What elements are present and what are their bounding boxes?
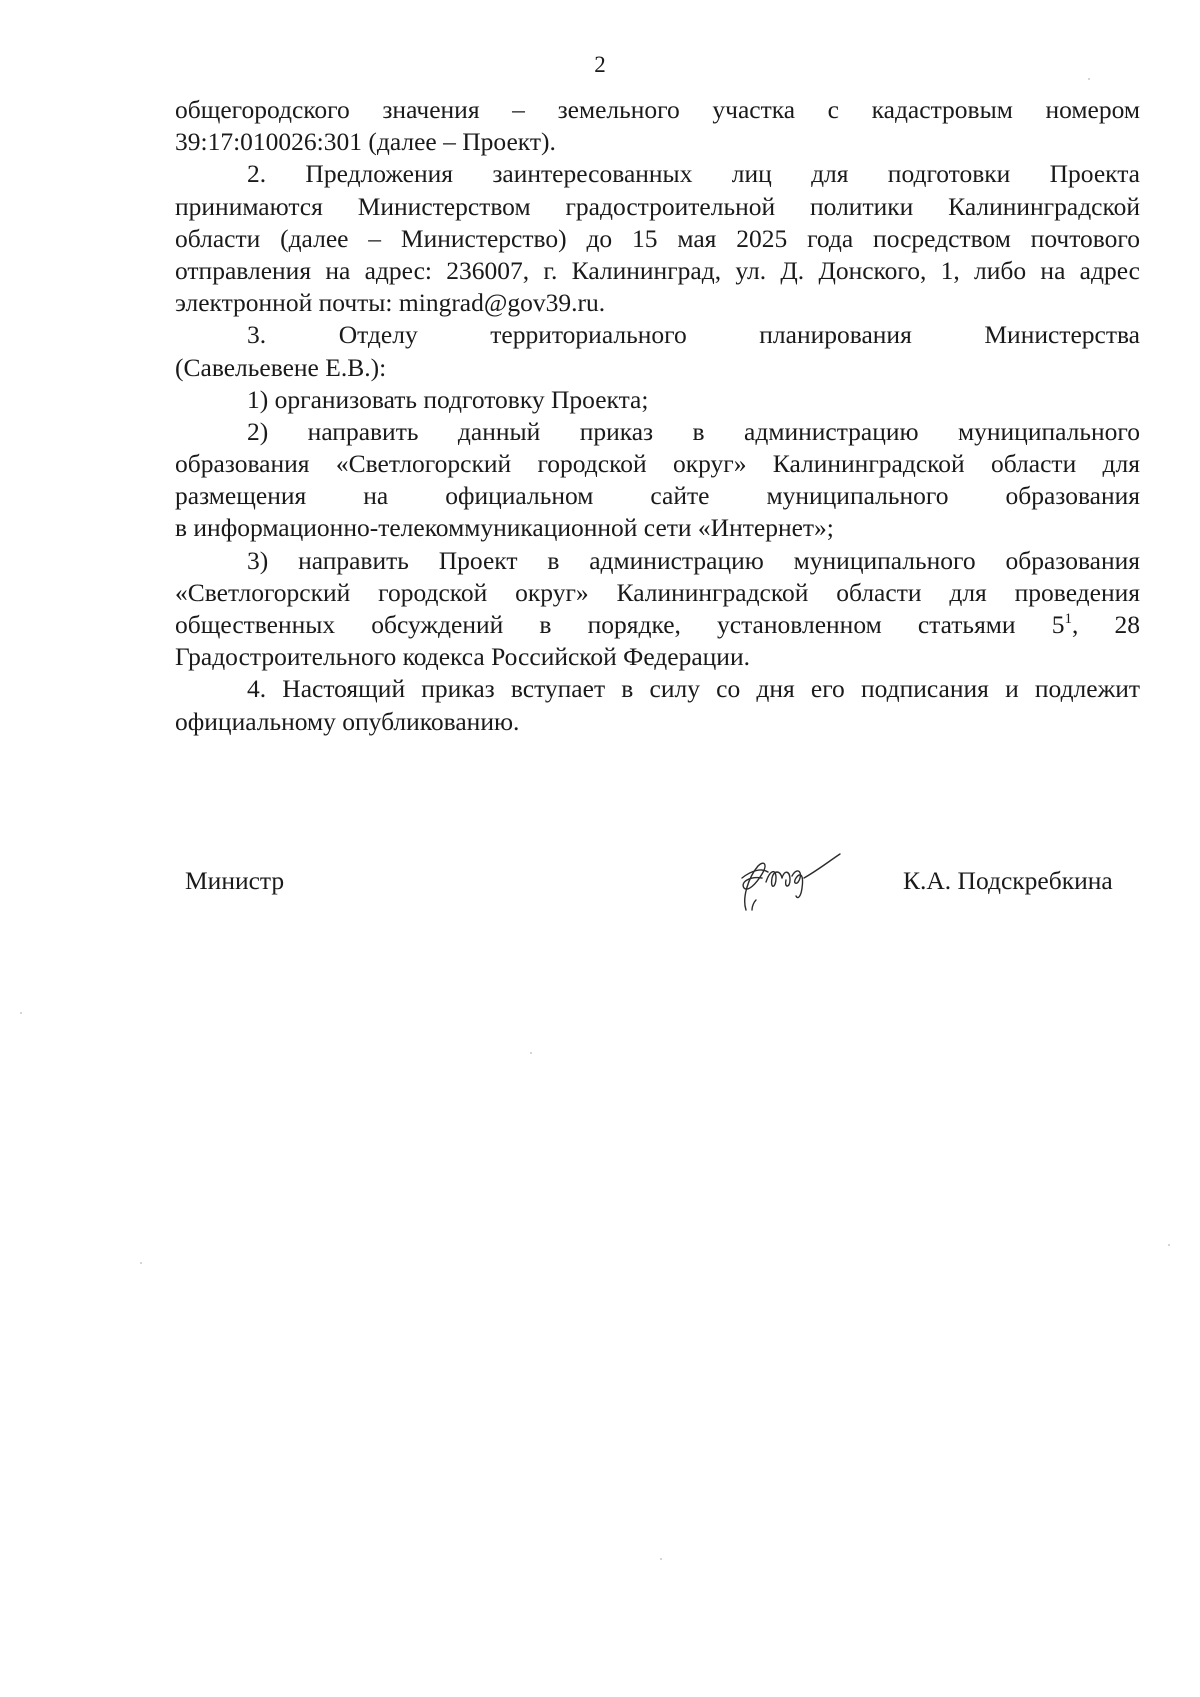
text-line-content: 4. Настоящий приказ вступает в силу со дня его подписания и подлежит (247, 674, 1140, 704)
text-line-content: 3) направить Проект в администрацию муниципального образования (247, 545, 1140, 575)
text-line (175, 480, 1140, 512)
text-line (175, 319, 1140, 351)
text-line-content: 2) направить данный приказ в администрацию муниципального (247, 416, 1140, 446)
text-line (175, 512, 1140, 544)
text-line (175, 158, 1140, 190)
text-line-tail: , 28 (1071, 610, 1140, 639)
signatory-position: Министр (185, 866, 285, 895)
text-line-content: отправления на адрес: 236007, г. Калининград, ул. Д. Донского, 1, либо на адрес (175, 255, 1140, 285)
text-line-content: 3. Отделу территориального планирования Министерства (247, 320, 1140, 350)
text-line (175, 545, 1140, 577)
text-line (175, 126, 1140, 158)
text-line-content: Градостроительного кодекса Российской Федерации. (175, 642, 750, 672)
text-line (175, 287, 1140, 319)
superscript: 1 (1064, 611, 1072, 627)
text-line-content: 2. Предложения заинтересованных лиц для подготовки Проекта (247, 159, 1140, 189)
page-number: 2 (594, 52, 606, 77)
text-line (175, 706, 1140, 738)
text-line-content: размещения на официальном сайте муниципального образования (175, 481, 1140, 511)
text-line-content: электронной почты: mingrad@gov39.ru. (175, 288, 606, 318)
handwritten-signature (732, 848, 842, 918)
scan-speck (20, 1012, 22, 1014)
scan-speck (1088, 78, 1090, 80)
signature-block (0, 848, 1200, 928)
order-body-text (175, 94, 1140, 738)
text-line-content: общественных обсуждений в порядке, установленном статьями 5 (175, 610, 1065, 639)
text-line-content: общегородского значения – земельного участка с кадастровым номером (175, 95, 1140, 124)
scan-speck (140, 1262, 142, 1264)
text-line (175, 448, 1140, 480)
text-line-content: официальному опубликованию. (175, 706, 520, 736)
scan-speck (530, 1052, 532, 1054)
scan-speck (660, 1558, 662, 1560)
text-line (175, 255, 1140, 287)
text-line (175, 416, 1140, 448)
text-line (175, 641, 1140, 673)
text-line (175, 223, 1140, 255)
text-line (175, 577, 1140, 609)
text-line (175, 609, 1140, 641)
text-line-content: 1) организовать подготовку Проекта; (247, 384, 649, 414)
text-line (175, 673, 1140, 705)
text-line-content: «Светлогорский городской округ» Калининградской области для проведения (175, 577, 1140, 607)
text-line-content: (Савельевене Е.В.): (175, 352, 387, 382)
text-line-content: 39:17:010026:301 (далее – Проект). (175, 127, 556, 157)
signatory-name: К.А. Подскребкина (903, 866, 1113, 895)
text-line (175, 352, 1140, 384)
text-line-content: в информационно-телекоммуникационной сети «Интернет»; (175, 513, 834, 543)
text-line (175, 384, 1140, 416)
scan-speck (1168, 1244, 1170, 1246)
text-line-content: принимаются Министерством градостроительной политики Калининградской (175, 191, 1140, 221)
text-line (175, 191, 1140, 223)
text-line-content: области (далее – Министерство) до 15 мая 2025 года посредством почтового (175, 223, 1140, 253)
text-line-content: образования «Светлогорский городской округ» Калининградской области для (175, 449, 1140, 479)
text-line (175, 94, 1140, 126)
